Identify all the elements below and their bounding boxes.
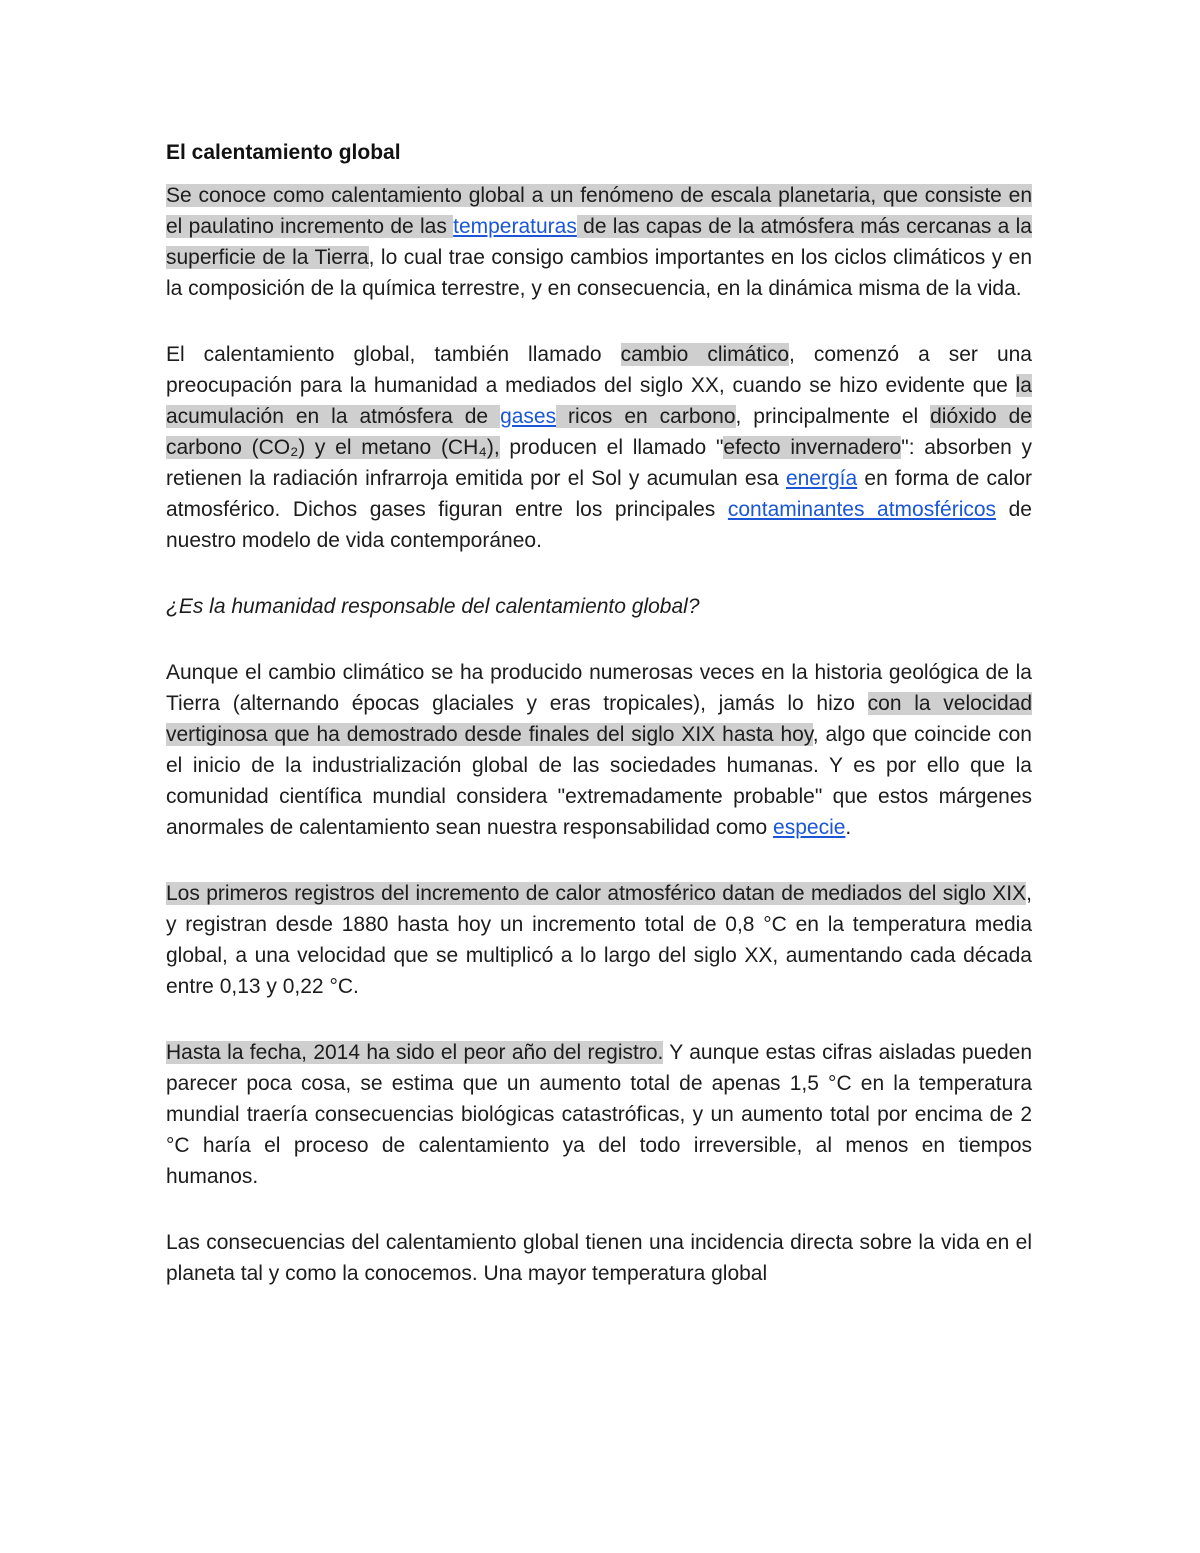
text-segment: Aunque el cambio climático se ha producido numerosas veces en la historia geológica de la Tierra (alternando épocas glaciales y eras tropicales), jamás lo hizo <box>166 661 1032 715</box>
text-segment: , comenzó a ser una preocupación para la humanidad a mediados del siglo XX, cuando se hizo evidente que <box>166 343 1032 397</box>
highlighted-text: de las capas de la atmósfera más cercanas a la superficie de la Tierra <box>166 215 1032 269</box>
paragraph <box>166 180 1032 304</box>
text-segment: , principalmente el <box>735 405 931 428</box>
document-title: El calentamiento global <box>166 141 401 164</box>
text-segment: ¿Es la humanidad responsable del calentamiento global? <box>166 595 700 618</box>
text-segment: , algo que coincide con el inicio de la industrialización global de las sociedades humanas. Y es por ello que la comunidad científica mundial considera "extremadamente probable" que estos márgenes anormales de calentamiento sean nuestra responsabilidad como <box>166 723 1032 839</box>
text-segment: . <box>845 816 852 839</box>
hyperlink[interactable]: contaminantes atmosféricos <box>727 498 997 521</box>
hyperlink[interactable]: especie <box>773 816 846 839</box>
document-page <box>166 138 1032 1324</box>
hyperlink[interactable]: gases <box>500 405 557 428</box>
text-segment: en forma de calor atmosférico. Dichos gases figuran entre los principales <box>166 467 1032 521</box>
highlighted-text: dióxido de carbono (CO₂) y el metano (CH₄), <box>166 405 1032 459</box>
highlighted-text: Se conoce como calentamiento global a un fenómeno de escala planetaria, que consiste en el paulatino incremento de las <box>166 184 1032 238</box>
text-segment: Y aunque estas cifras aisladas pueden parecer poca cosa, se estima que un aumento total de apenas 1,5 °C en la temperatura mundial traería consecuencias biológicas catastróficas, y un aumento total por encima de 2 °C haría el proceso de calentamiento ya del todo irreversible, al menos en tiempos humanos. <box>166 1041 1032 1188</box>
highlighted-text: con la velocidad vertiginosa que ha demostrado desde finales del siglo XIX hasta hoy <box>166 692 1033 746</box>
highlighted-text: efecto invernadero <box>723 436 902 459</box>
text-segment: de nuestro modelo de vida contemporáneo. <box>166 498 1032 552</box>
highlighted-text: Hasta la fecha, 2014 ha sido el peor año del registro. <box>166 1041 664 1064</box>
text-segment: , y registran desde 1880 hasta hoy un incremento total de 0,8 °C en la temperatura media global, a una velocidad que se multiplicó a lo largo del siglo XX, aumentando cada década entre 0,13 y 0,22 °C. <box>166 882 1032 998</box>
text-segment: ": absorben y retienen la radiación infrarroja emitida por el Sol y acumulan esa <box>166 436 1033 490</box>
highlighted-text: ricos en carbono <box>556 405 736 428</box>
paragraph <box>166 657 1032 843</box>
highlighted-text: la acumulación en la atmósfera de <box>166 374 1032 428</box>
paragraph <box>166 1037 1032 1192</box>
paragraph <box>166 878 1032 1002</box>
document-body <box>166 180 1032 1289</box>
paragraph <box>166 1227 1032 1289</box>
highlighted-text: Los primeros registros del incremento de calor atmosférico datan de mediados del siglo XIX <box>166 882 1027 905</box>
highlighted-text: cambio climático <box>620 343 789 366</box>
text-segment: producen el llamado " <box>499 436 724 459</box>
section-question <box>166 591 1032 622</box>
text-segment: El calentamiento global, también llamado <box>166 343 621 366</box>
text-segment: , lo cual trae consigo cambios importantes en los ciclos climáticos y en la composición de la química terrestre, y en consecuencia, en la dinámica misma de la vida. <box>166 246 1033 300</box>
paragraph <box>166 339 1032 556</box>
text-segment: Las consecuencias del calentamiento global tienen una incidencia directa sobre la vida en el planeta tal y como la conocemos. Una mayor temperatura global <box>166 1231 1032 1285</box>
hyperlink[interactable]: energía <box>785 467 858 490</box>
hyperlink[interactable]: temperaturas <box>453 215 577 238</box>
